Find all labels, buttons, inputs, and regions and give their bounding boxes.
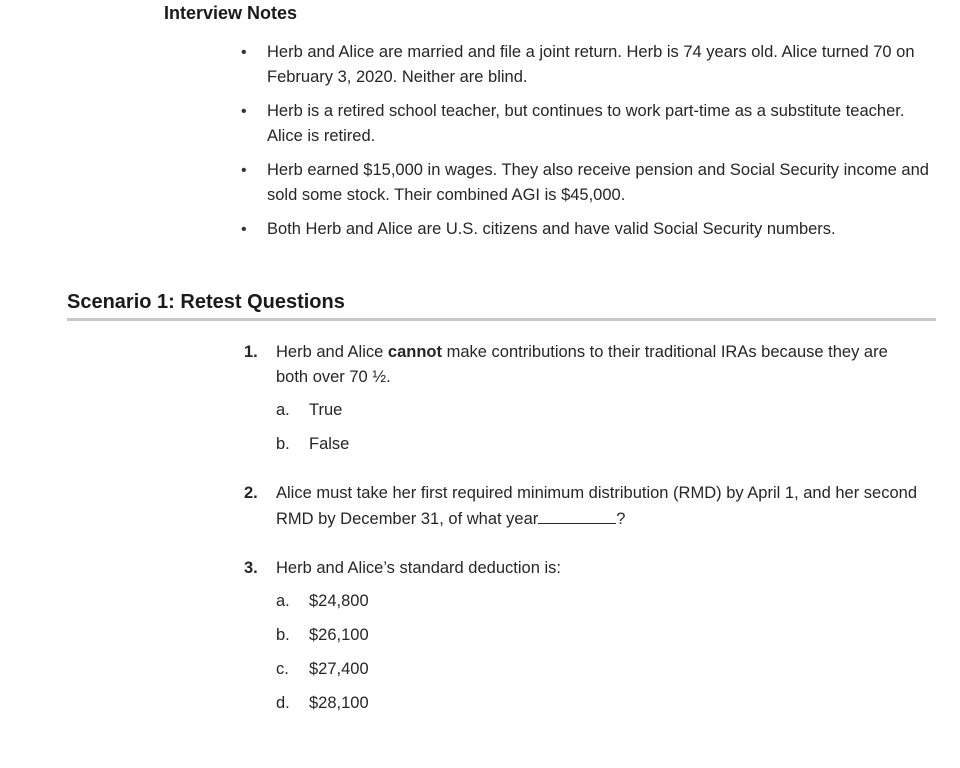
question-2 [244,481,924,532]
question-text: Alice must take her first required minimum distribution (RMD) by April 1, and her second RMD by December 31, of what year ? [276,484,917,528]
note-text: Herb is a retired school teacher, but continues to work part-time as a substitute teacher. Alice is retired. [267,102,905,145]
answer-blank[interactable] [538,506,616,524]
bullet-icon: • [241,221,247,238]
option-label: True [309,401,343,419]
option-letter: c. [276,660,289,678]
answer-options [276,589,924,716]
bullet-icon: • [241,103,247,120]
option-letter: b. [276,435,290,453]
question-number: 1. [244,343,258,361]
option-label: $26,100 [309,626,369,644]
emphasis-text: cannot [387,343,443,361]
option-letter: a. [276,592,290,610]
answer-option[interactable] [276,398,924,423]
option-label: False [309,435,350,453]
bullet-icon: • [241,44,247,61]
note-item [232,99,932,149]
note-text: Herb and Alice are married and file a joint return. Herb is 74 years old. Alice turned 70 on February 3, 2020. Neither are blind. [267,43,915,86]
question-number: 2. [244,484,258,502]
option-letter: d. [276,694,290,712]
option-label: $27,400 [309,660,369,678]
option-letter: b. [276,626,290,644]
interview-notes-list [232,40,932,251]
section-divider [67,318,936,321]
note-item [232,217,932,242]
question-list [244,340,924,725]
interview-notes-heading: Interview Notes [164,3,298,23]
note-item [232,158,932,208]
answer-option[interactable] [276,589,924,614]
note-text: Herb earned $15,000 in wages. They also receive pension and Social Security income and sold some stock. Their combined AGI is $45,000. [267,161,929,204]
answer-options [276,398,924,457]
answer-option[interactable] [276,623,924,648]
question-3 [244,556,924,716]
answer-option[interactable] [276,432,924,457]
question-number: 3. [244,559,258,577]
bullet-icon: • [241,162,247,179]
option-letter: a. [276,401,290,419]
question-text: Herb and Alice’s standard deduction is: [276,559,561,577]
note-item [232,40,932,90]
question-text: Herb and Alice cannot make contributions to their traditional IRAs because they are both over 70 ½. [276,343,888,386]
option-label: $28,100 [309,694,369,712]
scenario-heading: Scenario 1: Retest Questions [67,291,345,313]
note-text: Both Herb and Alice are U.S. citizens and have valid Social Security numbers. [267,220,836,238]
answer-option[interactable] [276,691,924,716]
question-1 [244,340,924,457]
option-label: $24,800 [309,592,369,610]
answer-option[interactable] [276,657,924,682]
